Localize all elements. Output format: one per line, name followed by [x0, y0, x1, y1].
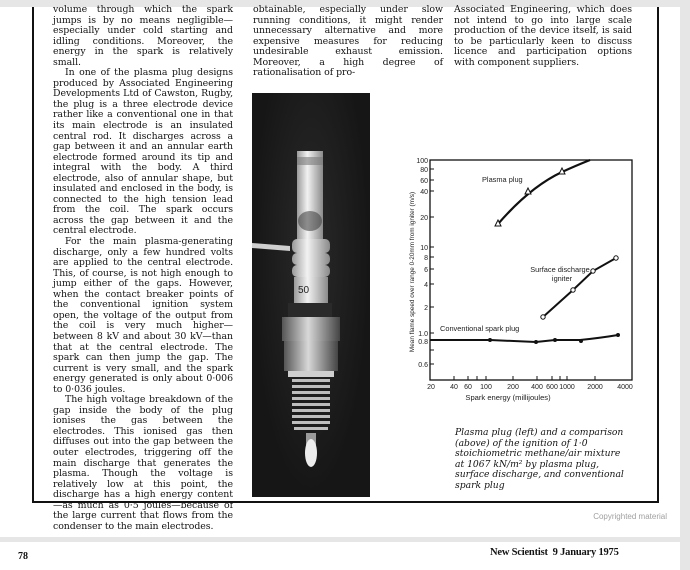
- svg-text:40: 40: [450, 384, 458, 391]
- paragraph: Associated Engineering, which does not intend to go into large scale production of the device itself, is said to be particularly keen to discuss licence and participation options with component suppliers.: [454, 4, 632, 68]
- svg-text:400: 400: [531, 384, 543, 391]
- copyright-notice: Copyrighted material: [593, 512, 667, 521]
- svg-text:0.8: 0.8: [418, 339, 428, 346]
- plasma-plug-legend: Plasma plug: [482, 175, 523, 184]
- svg-text:40: 40: [420, 189, 428, 196]
- svg-text:60: 60: [420, 178, 428, 185]
- svg-text:20: 20: [420, 215, 428, 222]
- svg-text:20: 20: [427, 384, 435, 391]
- article-column-1: [53, 5, 233, 532]
- y-axis-ticks: [416, 158, 428, 369]
- svg-text:600: 600: [546, 384, 558, 391]
- publication-dateline: New Scientist 9 January 1975: [490, 547, 619, 558]
- svg-text:8: 8: [424, 255, 428, 262]
- spark-plug-illustration: [252, 93, 370, 497]
- svg-text:80: 80: [420, 167, 428, 174]
- article-column-2: [253, 5, 443, 79]
- svg-text:200: 200: [507, 384, 519, 391]
- plasma-plug-line: [498, 160, 590, 224]
- page-footer: [0, 542, 680, 570]
- page-sheet: [0, 4, 680, 537]
- svg-text:60: 60: [464, 384, 472, 391]
- svg-text:4000: 4000: [617, 384, 633, 391]
- svg-text:2: 2: [424, 305, 428, 312]
- svg-text:4: 4: [424, 282, 428, 289]
- svg-text:100: 100: [480, 384, 492, 391]
- svg-text:0.6: 0.6: [418, 362, 428, 369]
- paragraph: In one of the plasma plug designs produced by Associated Engineering Developments Ltd of Cawston, Rugby, the plug is a three electrode device rather like a conventional one in that its main electrode is an insulated central rod. It discharges across a gap between it and an annular earth electrode formed around its tip and integral with the body. A third electrode, also of annular shape, but insulated and enclosed in the body, is connected to the high tension lead from the coil. The spark occurs across the gap between it and the central electrode.: [53, 67, 233, 237]
- flame-speed-chart: [400, 152, 645, 412]
- conventional-plug-legend: Conventional spark plug: [440, 324, 520, 333]
- svg-text:10: 10: [420, 245, 428, 252]
- x-axis-label: Spark energy (millijoules): [465, 393, 551, 402]
- figure-caption: Plasma plug (left) and a comparison (above) of the ignition of 1·0 stoichiometric methane/air mixture at 1067 kN/m² by plasma plug, surface discharge, and conventional spark plug: [455, 427, 624, 491]
- svg-text:100: 100: [416, 158, 428, 165]
- page-number: 78: [18, 551, 28, 562]
- spark-plug-photo: [252, 93, 370, 497]
- y-axis-label: Mean flame speed over range 0-20mm from igniter (m/s): [409, 191, 416, 353]
- paragraph: The high voltage breakdown of the gap inside the body of the plug ionises the gas between the electrodes. This ionised gas then diffuses out into the gap between the outer electrodes, triggering off the main discharge that generates the plasma. Though the voltage is relatively low at this point, the discharge has a high energy content—as much as 0·5 joules—because of the large current that flows from the condenser to the main electrodes.: [53, 394, 233, 532]
- conventional-plug-line: [430, 335, 618, 342]
- article-column-3: [454, 5, 632, 68]
- svg-text:1.0: 1.0: [418, 331, 428, 338]
- surface-discharge-legend-line1: Surface discharge: [530, 265, 590, 274]
- svg-text:6: 6: [424, 267, 428, 274]
- plug-marking: 50: [298, 285, 310, 296]
- svg-text:2000: 2000: [587, 384, 603, 391]
- chart-svg: [400, 152, 645, 412]
- svg-text:1000: 1000: [559, 384, 575, 391]
- paragraph: obtainable, especially under slow running conditions, it might render unnecessary alternative and more expensive measures for reducing undesirable exhaust emission. Moreover, a high degree of rationalisation of pro-: [253, 4, 443, 79]
- paragraph: volume through which the spark jumps is by no means negligible—especially under cold starting and idling conditions. Moreover, the energy in the spark is relatively small.: [53, 4, 233, 68]
- x-axis-ticks: [427, 384, 633, 391]
- paragraph: For the main plasma-generating discharge, only a few hundred volts are applied to the central electrode. This, of course, is not high enough to jump either of the gaps. However, when the contact breaker points of the conventional ignition system open, the voltage of the output from the coil is very much higher—between 8 kV and about 30 kV—than that at the central electrode. The spark can then jump the gap. The current is very small, and the spark energy generated is only about 0·006 to 0·036 joules.: [53, 236, 233, 395]
- surface-discharge-legend-line2: igniter: [551, 274, 573, 283]
